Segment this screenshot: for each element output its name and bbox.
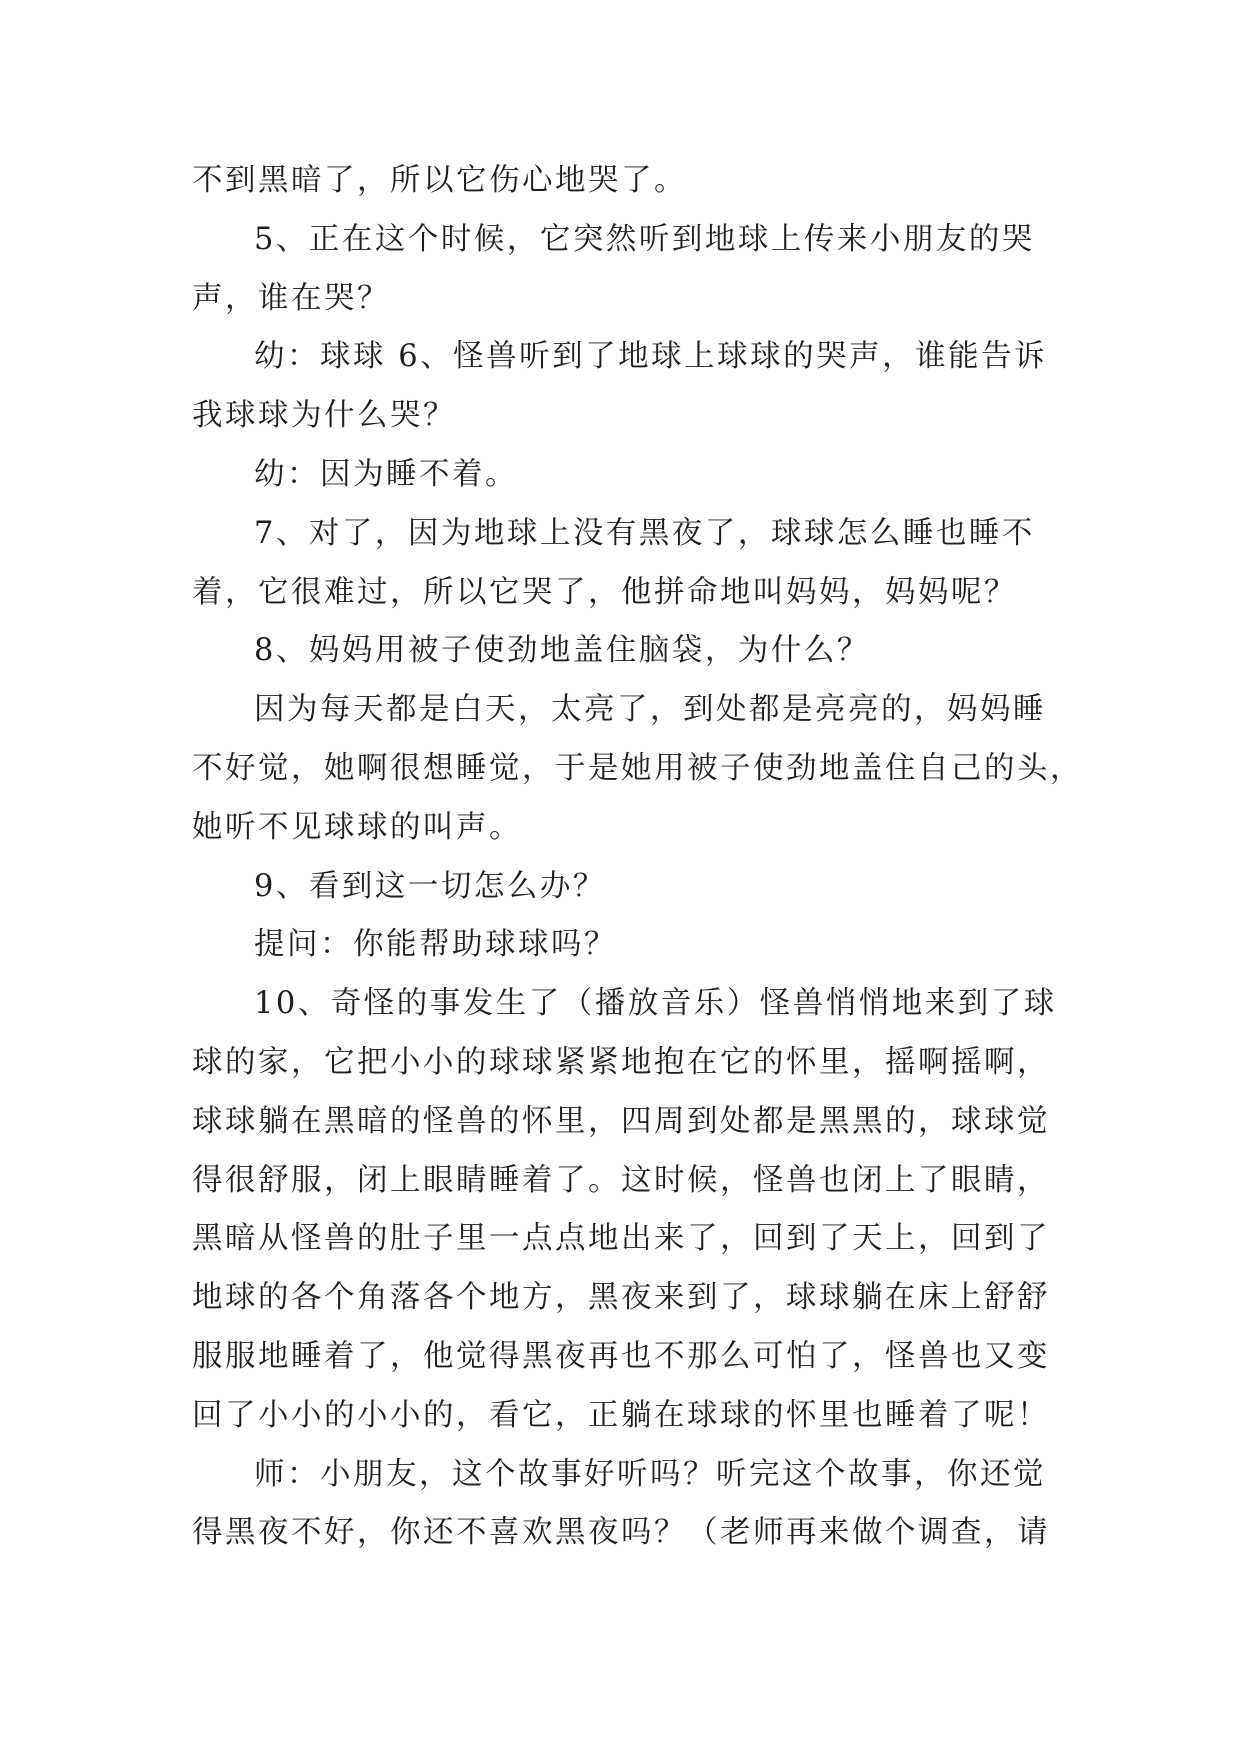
paragraph — [192, 622, 1052, 681]
paragraph — [192, 1446, 1052, 1564]
paragraph — [192, 505, 1052, 623]
text-line: 8、妈妈用被子使劲地盖住脑袋，为什么？ — [254, 633, 870, 669]
text-line: 7、对了，因为地球上没有黑夜了，球球怎么睡也睡不 — [254, 515, 1035, 551]
paragraph — [192, 916, 1052, 975]
text-line: 幼：因为睡不着。 — [254, 456, 518, 492]
paragraph — [192, 681, 1083, 857]
text-line: 声，谁在哭？ — [192, 280, 390, 316]
text-line: 回了小小的小小的，看它，正躺在球球的怀里也睡着了呢！ — [192, 1397, 1050, 1433]
paragraph — [192, 858, 1052, 917]
text-line: 5、正在这个时候，它突然听到地球上传来小朋友的哭 — [254, 221, 1035, 257]
paragraph — [192, 446, 1052, 505]
text-line: 提问：你能帮助球球吗？ — [254, 927, 617, 963]
paragraph — [192, 152, 1052, 211]
text-line: 不好觉，她啊很想睡觉，于是她用被子使劲地盖住自己的头， — [192, 750, 1083, 786]
text-line: 师：小朋友，这个故事好听吗？听完这个故事，你还觉 — [254, 1456, 1046, 1492]
text-line: 球的家，它把小小的球球紧紧地抱在它的怀里，摇啊摇啊， — [192, 1044, 1050, 1080]
text-line: 她听不见球球的叫声。 — [192, 809, 522, 845]
text-line: 着，它很难过，所以它哭了，他拼命地叫妈妈，妈妈呢？ — [192, 574, 1017, 610]
document-body — [192, 152, 1083, 1563]
text-line: 幼：球球 6、怪兽听到了地球上球球的哭声，谁能告诉 — [254, 339, 1048, 375]
paragraph — [192, 211, 1052, 329]
text-line: 得黑夜不好，你还不喜欢黑夜吗？（老师再来做个调查，请 — [192, 1515, 1050, 1551]
text-line: 地球的各个角落各个地方，黑夜来到了，球球躺在床上舒舒 — [192, 1280, 1050, 1316]
paragraph — [192, 975, 1057, 1445]
text-line: 得很舒服，闭上眼睛睡着了。这时候，怪兽也闭上了眼睛， — [192, 1162, 1050, 1198]
text-line: 黑暗从怪兽的肚子里一点点地出来了，回到了天上，回到了 — [192, 1221, 1050, 1257]
text-line: 10、奇怪的事发生了（播放音乐）怪兽悄悄地来到了球 — [254, 986, 1057, 1022]
text-line: 球球躺在黑暗的怪兽的怀里，四周到处都是黑黑的，球球觉 — [192, 1103, 1050, 1139]
text-line: 9、看到这一切怎么办？ — [254, 868, 606, 904]
paragraph — [192, 328, 1052, 446]
text-line: 不到黑暗了，所以它伤心地哭了。 — [192, 163, 687, 198]
text-line: 服服地睡着了，他觉得黑夜再也不那么可怕了，怪兽也又变 — [192, 1338, 1050, 1374]
text-line: 我球球为什么哭？ — [192, 398, 456, 434]
text-line: 因为每天都是白天，太亮了，到处都是亮亮的，妈妈睡 — [254, 692, 1046, 728]
